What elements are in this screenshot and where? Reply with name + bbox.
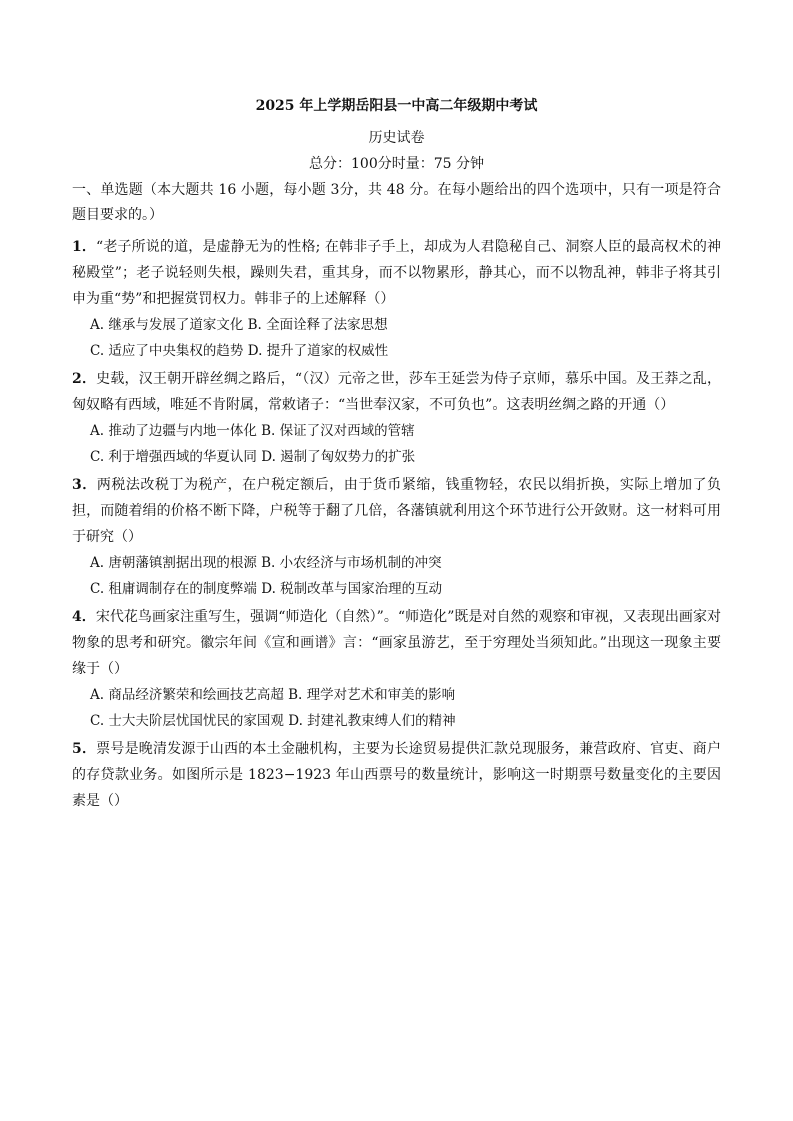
option-row — [72, 418, 721, 444]
option-c: C. 利于增强西域的华夏认同 — [90, 449, 262, 465]
option-d: D. 封建礼教束缚人们的精神 — [288, 713, 456, 729]
question-3 — [72, 472, 721, 602]
question-2 — [72, 366, 721, 470]
question-1 — [72, 234, 721, 364]
option-row — [72, 576, 721, 602]
option-row — [72, 444, 721, 470]
question-text: 票号是晚清发源于山西的本土金融机构，主要为长途贸易提供汇款兑现服务，兼营政府、官吏、商户的存贷款业务。如图所示是 1823−1923 年山西票号的数量统计，影响这一时期票号数量变化的主要因素是（） — [72, 741, 721, 809]
exam-title: 2025 年上学期岳阳县一中高二年级期中考试 — [255, 98, 538, 114]
option-d: D. 遏制了匈奴势力的扩张 — [261, 449, 416, 465]
option-b: B. 保证了汉对西域的管辖 — [261, 423, 415, 439]
question-stem — [72, 736, 721, 814]
option-a: A. 继承与发展了道家文化 — [90, 317, 248, 333]
question-text: 史载，汉王朝开辟丝绸之路后，“（汉）元帝之世，莎车王延尝为侍子京师，慕乐中国。及王莽之乱，匈奴略有西域，唯延不肯附属，常敕诸子：“当世奉汉家，不可负也”。这表明丝绸之路的开通（） — [72, 371, 721, 413]
option-d: D. 提升了道家的权威性 — [247, 343, 389, 359]
exam-subject: 历史试卷 — [368, 130, 425, 146]
question-number: 2． — [72, 371, 97, 387]
option-d: D. 税制改革与国家治理的互动 — [261, 581, 443, 597]
question-5 — [72, 736, 721, 814]
question-number: 1． — [72, 239, 97, 255]
option-a: A. 商品经济繁荣和绘画技艺高超 — [90, 687, 289, 703]
question-text: 宋代花鸟画家注重写生，强调“师造化（自然）”。“师造化”既是对自然的观察和审视，又表现出画家对物象的思考和研究。徽宗年间《宣和画谱》言：“画家虽游艺，至于穷理处当须知此。”出现这一现象主要缘于（） — [72, 609, 721, 677]
option-b: B. 小农经济与市场机制的冲突 — [261, 555, 442, 571]
option-c: C. 士大夫阶层忧国忧民的家国观 — [90, 713, 289, 729]
option-b: B. 全面诠释了法家思想 — [247, 317, 388, 333]
question-number: 4． — [72, 609, 96, 625]
option-c: C. 适应了中央集权的趋势 — [90, 343, 248, 359]
question-number: 3． — [72, 477, 97, 493]
option-row — [72, 682, 721, 708]
question-stem — [72, 604, 721, 682]
question-stem — [72, 366, 721, 418]
section-heading: 一、单选题（本大题共 16 小题，每小题 3分，共 48 分。在每小题给出的四个选项中，只有一项是符合题目要求的。） — [72, 182, 721, 223]
option-row — [72, 708, 721, 734]
question-text: 两税法改税丁为税产，在户税定额后，由于货币紧缩，钱重物轻，农民以绢折换，实际上增加了负担，而随着绢的价格不断下降，户税等于翻了几倍，各藩镇就利用这个环节进行公开敛财。这一材料可用于研究（） — [72, 477, 722, 545]
question-stem — [72, 472, 721, 550]
question-number: 5． — [72, 741, 97, 757]
exam-score-time: 总分：100分时量：75 分钟 — [309, 156, 484, 172]
option-a: A. 唐朝藩镇割据出现的根源 — [90, 555, 262, 571]
option-c: C. 租庸调制存在的制度弊端 — [90, 581, 262, 597]
option-row — [72, 312, 721, 338]
option-row — [72, 338, 721, 364]
question-stem — [72, 234, 721, 312]
option-b: B. 理学对艺术和审美的影响 — [288, 687, 456, 703]
question-text: “老子所说的道，是虚静无为的性格; 在韩非子手上，却成为人君隐秘自己、洞察人臣的最高权术的神秘殿堂”；老子说轻则失根，躁则失君，重其身，而不以物累形，静其心，而不以物乱神，韩非子将其引申为重“势”和把握赏罚权力。韩非子的上述解释（） — [72, 239, 721, 307]
question-4 — [72, 604, 721, 734]
option-row — [72, 550, 721, 576]
option-a: A. 推动了边疆与内地一体化 — [90, 423, 262, 439]
